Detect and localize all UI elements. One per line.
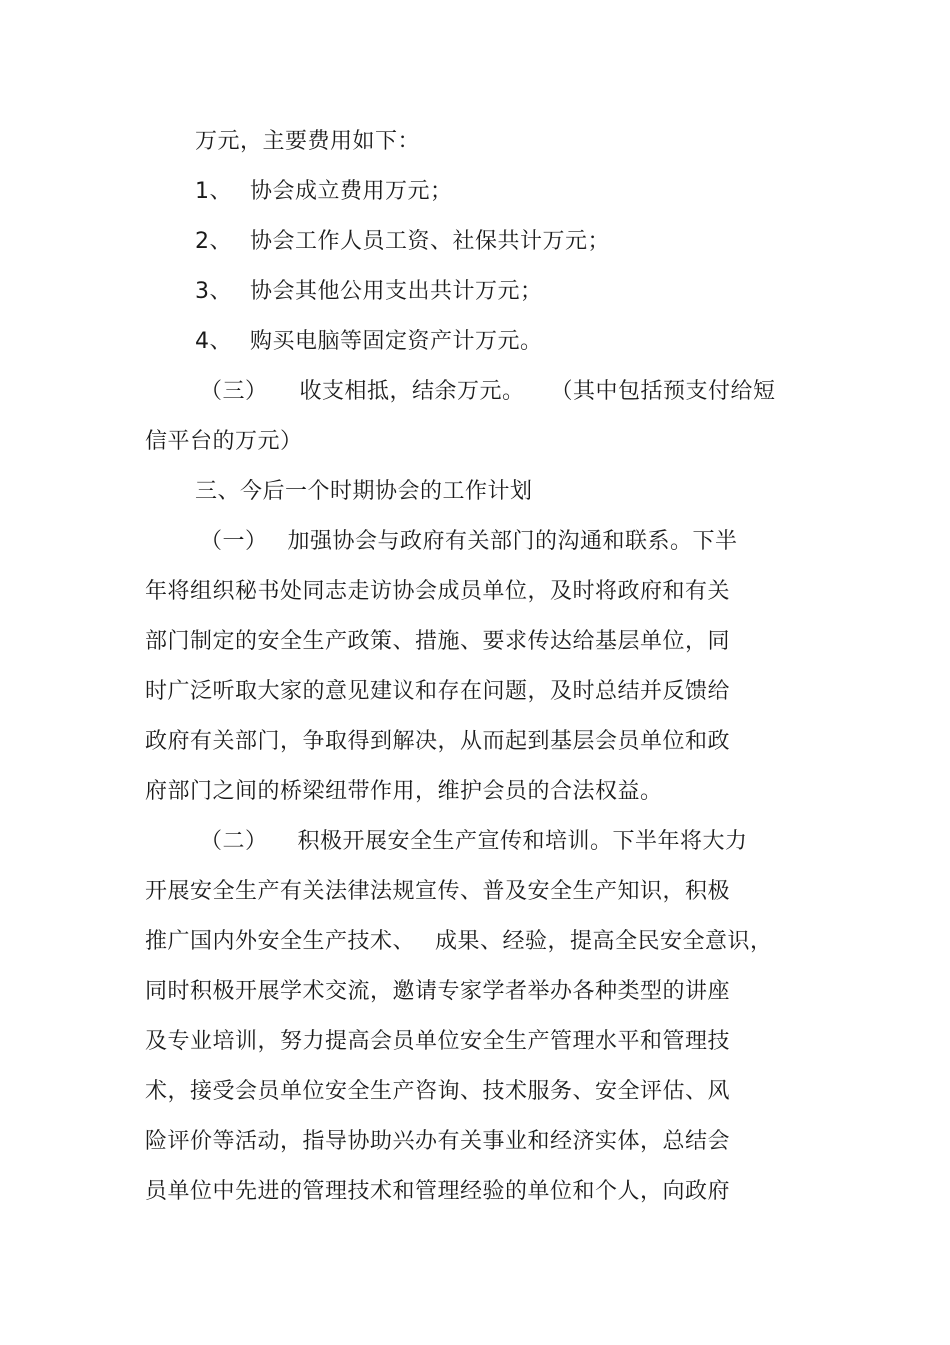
line-text: 信平台的万元） [145,429,303,454]
text-line [145,877,730,907]
text-line [145,577,730,607]
text-line [145,627,730,657]
list-item [195,277,543,307]
list-item [195,227,610,257]
line-text: 府部门之间的桥梁纽带作用，维护会员的合法权益。 [145,779,663,804]
line-text: 同时积极开展学术交流，邀请专家学者举办各种类型的讲座 [145,979,731,1004]
text-line [145,1127,730,1157]
line-text: 部门制定的安全生产政策、措施、要求传达给基层单位，同 [145,629,731,654]
list-number: 1、 [195,179,232,204]
text-line [145,927,773,957]
line-text: 时广泛听取大家的意见建议和存在问题，及时总结并反馈给 [145,679,731,704]
list-number: 3、 [195,279,232,304]
paragraph-heading-line [200,827,748,857]
text-line [145,727,730,757]
list-number: 2、 [195,229,232,254]
line-text: 三、今后一个时期协会的工作计划 [195,479,533,504]
line-text: 险评价等活动，指导协助兴办有关事业和经济实体，总结会 [145,1129,731,1154]
paragraph-heading-line [200,527,738,557]
line-text: 成果、经验，提高全民安全意识， [435,929,773,954]
text-line [145,1077,730,1107]
section-text: 收支相抵，结余万元。 [299,379,525,404]
section-heading-line [200,377,776,407]
list-text: 协会其他公用支出共计万元； [250,279,543,304]
text-line [145,977,730,1007]
text-line [195,127,420,157]
section-title [195,477,533,507]
list-item [195,327,543,357]
text-line [145,1177,730,1207]
line-text: 万元，主要费用如下： [195,129,421,154]
list-number: 4、 [195,329,232,354]
line-text: 员单位中先进的管理技术和管理经验的单位和个人，向政府 [145,1179,731,1204]
text-line [145,677,730,707]
line-text: 政府有关部门，争取得到解决，从而起到基层会员单位和政 [145,729,731,754]
line-text: 开展安全生产有关法律法规宣传、普及安全生产知识，积极 [145,879,731,904]
line-text: 及专业培训，努力提高会员单位安全生产管理水平和管理技 [145,1029,731,1054]
section-text-paren: （其中包括预支付给短 [550,379,776,404]
list-text: 协会工作人员工资、社保共计万元； [250,229,611,254]
text-line [145,1027,730,1057]
section-number: （三） [200,379,268,404]
line-text: 推广国内外安全生产技术、 [145,929,416,954]
paragraph-number: （二） [200,829,268,854]
list-text: 购买电脑等固定资产计万元。 [250,329,543,354]
paragraph-number: （一） [200,529,268,554]
line-text: 术，接受会员单位安全生产咨询、技术服务、安全评估、风 [145,1079,731,1104]
list-text: 协会成立费用万元； [250,179,453,204]
line-text: 年将组织秘书处同志走访协会成员单位，及时将政府和有关 [145,579,731,604]
text-line [145,427,303,457]
text-line [145,777,663,807]
list-item [195,177,453,207]
paragraph-text: 积极开展安全生产宣传和培训。下半年将大力 [297,829,748,854]
paragraph-text: 加强协会与政府有关部门的沟通和联系。下半 [287,529,738,554]
